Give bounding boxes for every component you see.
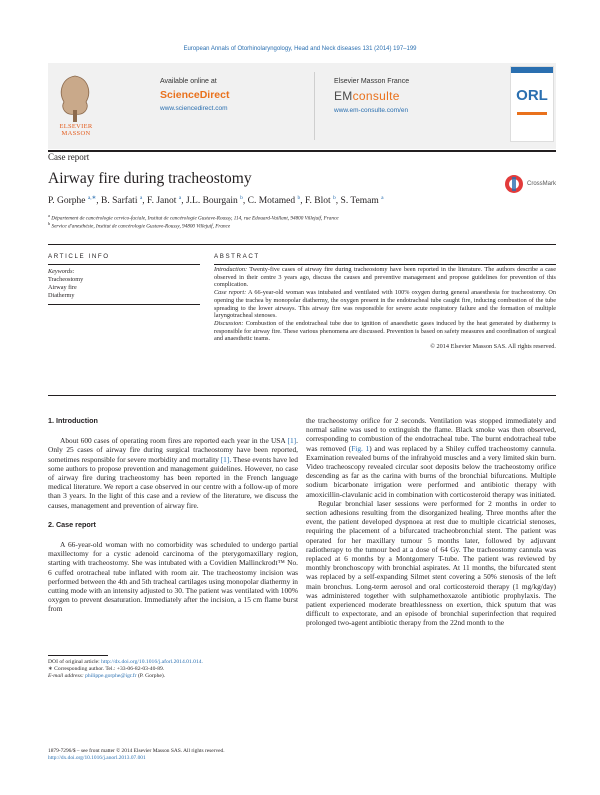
bottom-copyright — [48, 748, 225, 762]
author-name: S. Temam — [340, 196, 379, 207]
journal-citation: European Annals of Otorhinolaryngology, Head and Neck diseases 131 (2014) 197–199 — [183, 46, 417, 52]
intro-text-c: . These events have led some authors to propose prevention and management guidelines. However, no case of airway fire during tracheostomy has been reported in the French language medical literature. We report a case observed in our centre with a follow-up of more than 3 years. In the light of this case and a review of the literature, we discuss the causes, management and prevention of airway fire. — [48, 454, 298, 510]
author-name: F. Janot — [147, 196, 177, 207]
abstract-discussion-label: Discussion: — [214, 319, 244, 327]
author-name: J.L. Bourgain — [185, 196, 238, 207]
email-note — [48, 673, 308, 680]
elsevier-wordmark: ELSEVIER MASSON — [59, 123, 93, 137]
footnote-rule — [48, 655, 108, 656]
author-separator: , — [300, 196, 306, 207]
em-publisher-label: Elsevier Masson France — [334, 78, 410, 85]
em-consulte-link[interactable]: www.em-consulte.com/en — [334, 107, 409, 114]
case-report-paragraph: A 66-year-old woman with no comorbidity was scheduled to undergo partial maxillectomy for a cystic adenoid carcinoma of the pterygomaxillary region, starting with tracheostomy. She was intubated with a Covidien Mallinckrodt™ No. 6 cuffed orotracheal tube inflated with room air. The tracheostomy incision was performed between the 4th and 5th tracheal cartilages using monopolar diathermy in cutting mode with an intensity adjusted to 30. The patient was ventilated with 100% oxygen to prevent desaturation. Immediately after the incision, a 15 cm flame burst from — [48, 540, 298, 614]
abstract-discussion — [214, 320, 556, 343]
case-cont-text-a: the tracheostomy orifice for 2 seconds. Ventilation was stopped immediately and normal saline was used to extinguish the flame. Black smoke was then observed, corresponding to combustion of the endotracheal tube. The burnt endotracheal tube was removed ( — [306, 416, 556, 453]
author-affiliation-marker[interactable]: b — [297, 195, 301, 201]
journal-cover — [510, 66, 554, 142]
crossmark-badge[interactable] — [504, 172, 556, 196]
em-consulte-box — [334, 78, 474, 114]
article-info-rule — [48, 264, 200, 265]
author-name: C. Motamed — [247, 196, 296, 207]
affiliation-b — [48, 221, 556, 230]
left-column — [48, 416, 298, 614]
footnotes — [48, 659, 308, 680]
reference-link[interactable]: [1] — [287, 436, 297, 446]
author-separator: , — [96, 196, 102, 207]
em-brand-left: EM — [334, 89, 353, 103]
author-affiliation-marker[interactable]: b — [240, 195, 243, 201]
article-title: Airway fire during tracheostomy — [48, 170, 252, 187]
header-divider — [314, 72, 315, 140]
article-type: Case report — [48, 152, 90, 162]
keyword-item: Diathermy — [48, 292, 75, 299]
email-link[interactable]: philippe.gorphe@igr.fr — [85, 673, 137, 679]
article-doi-link[interactable]: http://dx.doi.org/10.1016/j.anorl.2013.07.001 — [48, 755, 146, 762]
introduction-heading: 1. Introduction — [48, 416, 98, 425]
header-rule — [48, 150, 556, 152]
section-rule — [48, 244, 556, 245]
doi-original-label: DOI of original article: — [48, 659, 102, 665]
abstract-case-label: Case report: — [214, 289, 247, 297]
issn-line: 1879-7296/$ – see front matter © 2014 Elsevier Masson SAS. All rights reserved. — [48, 748, 225, 754]
abstract-case-text: A 66-year-old woman was intubated and ventilated with 100% oxygen during general anaesthesia for tracheostomy. On opening the trachea by monopolar diathermy, the oxygen present in the endotracheal tube caught fire, inducing combustion of the tube spreading to the lower airways. This airway fire was responsible for severe acute respiratory failure and the formation of multiple laryngotracheal stenoses. — [214, 289, 557, 320]
sciencedirect-link[interactable]: www.sciencedirect.com — [160, 105, 228, 112]
corresponding-author-note: ∗ Corresponding author. Tel.: +33-06-82-03-40-89. — [48, 666, 165, 672]
author-affiliation-marker[interactable]: a — [178, 195, 182, 201]
email-label: E-mail address: — [48, 673, 86, 679]
case-report-heading: 2. Case report — [48, 519, 96, 529]
abstract-end-rule — [48, 395, 556, 396]
author-separator: , — [181, 196, 186, 207]
em-consulte-brand[interactable] — [334, 89, 474, 103]
available-online-label: Available online at — [160, 78, 217, 85]
author-affiliation-marker[interactable]: a — [139, 195, 143, 201]
follow-up-paragraph: Regular bronchial laser sessions were performed for 2 months in order to section adhesions resulting from the disorganized healing. Three months after the event, the patient developed dyspnoea at rest due to multiple cicatricial stenoses, requiring the placement of a bifurcated tracheobronchial stent. The patient was operated for her maxillary tumour 5 months later, followed by adjuvant radiotherapy to the tumour bed at a dose of 64 Gy. The tracheostomy cannula was replaced at 6 months by a Montgomery T-tube. The patient was reviewed by monthly bronchoscopy with bronchial aspirates. At 11 months, the bifurcated stent was replaced by a self-expanding Silmet stent covering a 50% stenosis of the left main bronchus. Long-term aerosol and oral corticosteroid therapy (1 mg/kg/day) was administered together with sulphamethoxazole antibiotic prophylaxis. The patient experienced moderate breathlessness on exertion, thick sputum that was difficult to expectorate, and an episode of bronchial superinfection that required prolonged two-agent antibiotic therapy from the 22nd month to the — [306, 498, 556, 628]
reference-link[interactable]: [1] — [220, 454, 230, 464]
affiliation-b-marker: b — [48, 221, 51, 226]
case-continuation-paragraph — [306, 416, 556, 499]
abstract-body — [214, 266, 556, 351]
doi-original-link[interactable]: http://dx.doi.org/10.1016/j.aforl.2014.01.014. — [101, 659, 203, 665]
abstract-heading: ABSTRACT — [214, 253, 260, 260]
email-suffix: (P. Gorphe). — [136, 673, 166, 679]
crossmark-label: CrossMark — [526, 181, 556, 187]
author-affiliation-marker[interactable]: a — [381, 195, 384, 201]
keywords-block — [48, 268, 200, 300]
crossmark-icon — [504, 174, 524, 194]
sciencedirect-box — [160, 78, 290, 112]
introduction-paragraph — [48, 436, 298, 510]
article-info-heading: ARTICLE INFO — [48, 253, 110, 260]
author-list — [48, 195, 498, 206]
abstract-introduction — [214, 266, 556, 289]
abstract-case — [214, 289, 556, 320]
case-cont-text-b: ) and was replaced by a Shiley cuffed tracheostomy cannula. Examination revealed burns of the infrahyoid muscles and a very limited skin burn. Video tracheoscopy revealed circular soot deposits below the tracheostomy orifice descending as far as the carina with burns of the bronchial bifurcations. Multiple sodium bicarbonate irrigation were performed and antibiotic therapy with amoxicillin-clavulanic acid in combination with corticosteroid therapy was initiated. — [306, 443, 557, 499]
doi-original-note — [48, 659, 308, 666]
affiliation-a-text: Département de cancérologie cervico-faciale, Institut de cancérologie Gustave-Roussy, 114, rue Edouard-Vaillant, 94800 Villejuif, France — [51, 215, 339, 222]
abstract-intro-text: Twenty-five cases of airway fire during tracheostomy have been reported in the literature. The authors describe a case observed in their centre 3 years ago, discuss the causes and preventive management and propose guidelines for prevention of this complication. — [214, 266, 556, 289]
affiliation-b-text: Service d'anesthésie, Institut de cancérologie Gustave-Roussy, 94800 Villejuif, France — [51, 223, 231, 230]
intro-text-b: . Only 25 cases of airway fire during surgical tracheostomy have been reported, sometimes responsible for severe morbidity and mortality — [48, 436, 298, 464]
sciencedirect-brand[interactable]: ScienceDirect — [160, 89, 230, 101]
author-name: F. Blot — [305, 196, 331, 207]
keywords-rule — [48, 304, 200, 305]
author-separator: , — [242, 196, 248, 207]
author-separator: , — [335, 196, 341, 207]
orl-logo: ORL — [516, 87, 548, 104]
copyright-line: © 2014 Elsevier Masson SAS. All rights reserved. — [430, 343, 556, 351]
publisher-header — [48, 63, 556, 149]
abstract-intro-label: Introduction: — [214, 266, 248, 273]
keyword-item: Tracheostomy — [48, 276, 84, 283]
right-column — [306, 416, 556, 628]
keyword-item: Airway fire — [48, 284, 77, 291]
em-brand-right: consulte — [352, 89, 400, 103]
affiliation-a-marker: a — [48, 213, 50, 218]
author-name: B. Sarfati — [101, 196, 138, 207]
author-affiliation-marker[interactable]: a,∗ — [87, 195, 97, 201]
author-name: P. Gorphe — [48, 196, 86, 207]
figure-link[interactable]: Fig. 1 — [351, 443, 370, 453]
author-separator: , — [142, 196, 148, 207]
author-affiliation-marker[interactable]: b — [333, 195, 336, 201]
abstract-discussion-text: Combustion of the endotracheal tube due to ignition of anaesthetic gases induced by the heat generated by diathermy is responsible for airway fire. These various phenomena are discussed. Prevention is based on safety measures and coordination of surgical and anaesthetic teams. — [214, 319, 556, 343]
abstract-rule — [214, 264, 556, 265]
keywords-label: Keywords: — [48, 268, 75, 275]
intro-text-a: About 600 cases of operating room fires are reported each year in the USA — [60, 436, 288, 446]
